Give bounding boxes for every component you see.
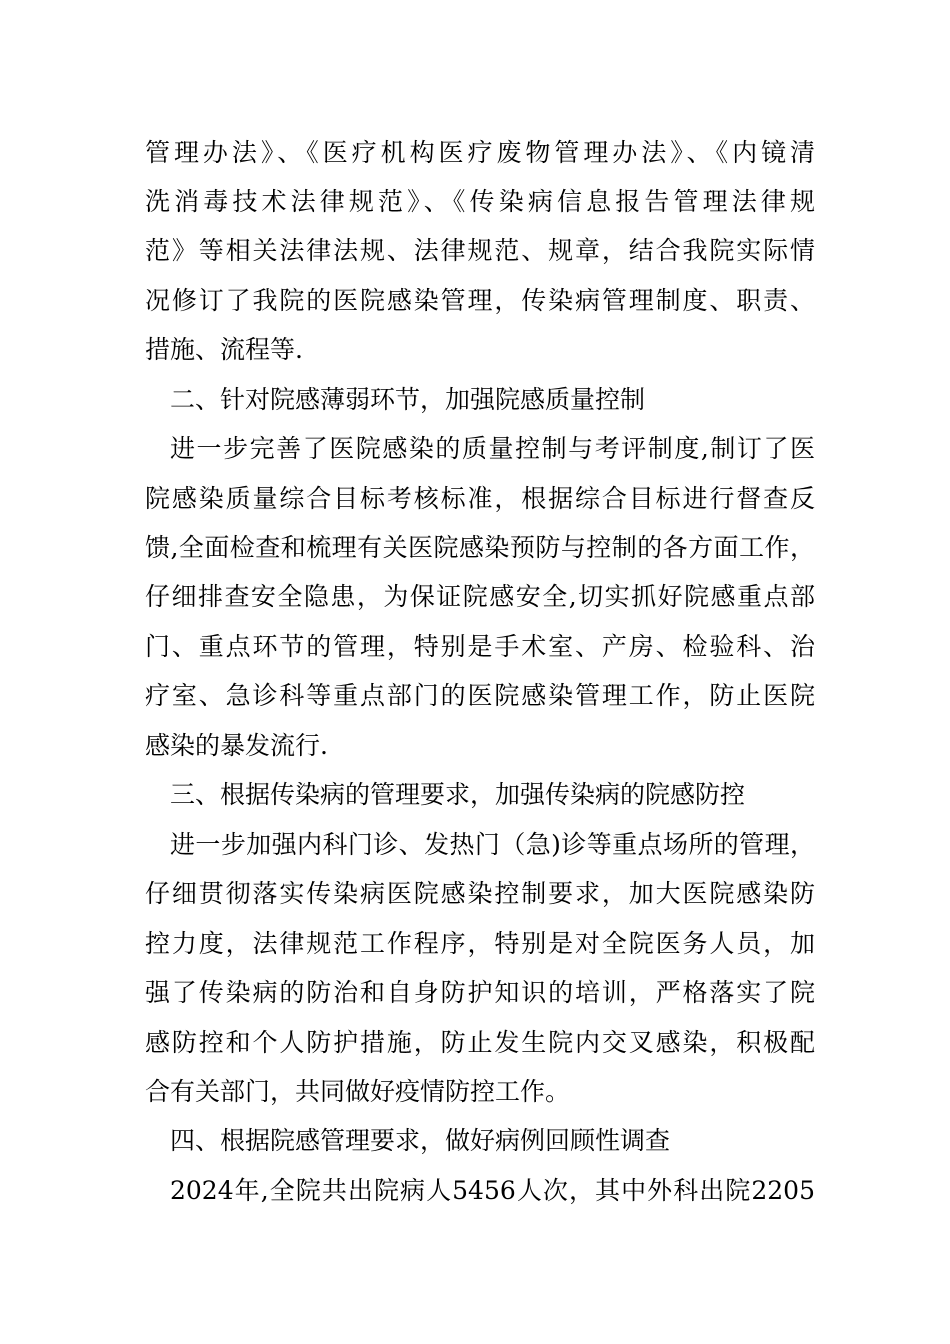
- text-line: 院感染质量综合目标考核标准，根据综合目标进行督查反: [145, 484, 815, 513]
- text-line: 洗消毒技术法律规范》、《传染病信息报告管理法律规: [145, 187, 815, 216]
- text-line: 范》等相关法律法规、法律规范、规章，结合我院实际情: [145, 236, 815, 265]
- text-line: 疗室、急诊科等重点部门的医院感染管理工作，防止医院: [145, 681, 815, 710]
- text-line: 管理办法》、《医疗机构医疗废物管理办法》、《内镜清: [145, 138, 815, 167]
- text-line: 进一步完善了医院感染的质量控制与考评制度,制订了医: [170, 434, 815, 463]
- section-heading: 三、根据传染病的管理要求，加强传染病的院感防控: [170, 780, 746, 809]
- text-line: 馈,全面检查和梳理有关医院感染预防与控制的各方面工作，: [145, 533, 815, 562]
- text-line: 2024年,全院共出院病人5456人次，其中外科出院2205: [170, 1176, 815, 1205]
- text-line: 况修订了我院的医院感染管理，传染病管理制度、职责、: [145, 286, 815, 315]
- text-line: 进一步加强内科门诊、发热门（急)诊等重点场所的管理，: [170, 830, 815, 859]
- section-heading: 四、根据院感管理要求，做好病例回顾性调查: [170, 1126, 671, 1155]
- text-line: 合有关部门，共同做好疫情防控工作。: [145, 1077, 571, 1106]
- text-line: 控力度，法律规范工作程序，特别是对全院医务人员，加: [145, 929, 815, 958]
- text-line: 仔细排查安全隐患，为保证院感安全,切实抓好院感重点部: [145, 582, 815, 611]
- text-line: 感染的暴发流行.: [145, 731, 328, 760]
- text-line: 强了传染病的防治和自身防护知识的培训，严格落实了院: [145, 978, 815, 1007]
- text-line: 仔细贯彻落实传染病医院感染控制要求，加大医院感染防: [145, 879, 815, 908]
- text-line: 感防控和个人防护措施，防止发生院内交叉感染，积极配: [145, 1028, 815, 1057]
- section-heading: 二、针对院感薄弱环节，加强院感质量控制: [170, 385, 646, 414]
- text-line: 措施、流程等.: [145, 335, 303, 364]
- text-line: 门、重点环节的管理，特别是手术室、产房、检验科、治: [145, 632, 815, 661]
